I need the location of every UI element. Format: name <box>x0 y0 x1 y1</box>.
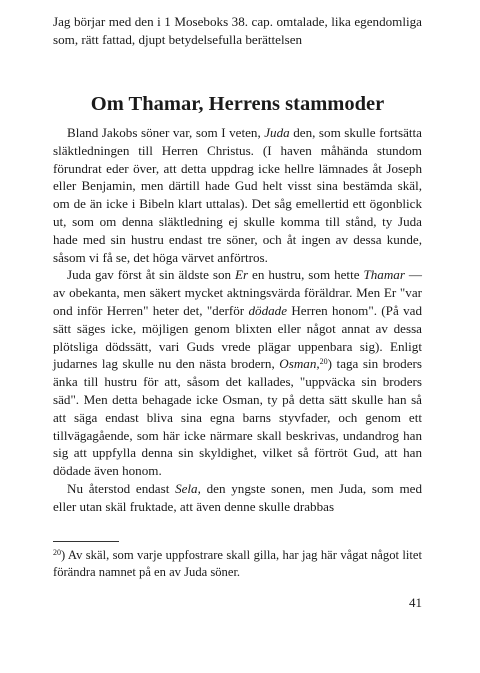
footnote-number: 20 <box>53 548 61 557</box>
footnote <box>53 547 422 581</box>
paragraph-3: Nu återstod endast Sela, den yngste sonen, men Juda, som med eller utan skäl fruktade, att även denne skulle drabbas <box>53 480 423 514</box>
paragraph-1: Bland Jakobs söner var, som I veten, Juda den, som skulle fortsätta släktledningen till Herren Christus. (I haven måhända stundom förundrat eder över, att detta uppdrag icke hellre lämnades åt Joseph eller Benjamin, men därtill hade Gud helt visst sina bestämda skäl, om de än icke i Bibeln klart uttalas). Det såg emellertid ett ögonblick ut, som om denna släktledning ej skulle komma till stånd, ty Juda hade med sin hustru endast tre söner, och åt ingen av dessa kunde, såsom vi få se, det höga värvet anförtros. <box>53 125 422 265</box>
page-number: 41 <box>409 595 422 610</box>
footnote-divider <box>53 541 119 542</box>
chapter-title: Om Thamar, Herrens stammoder <box>90 93 385 115</box>
emphasis-dodade: dödade <box>248 302 288 318</box>
name-sela: Sela, <box>175 480 201 496</box>
name-er: Er <box>235 267 249 283</box>
name-thamar: Thamar <box>363 267 405 283</box>
footnote-ref: 20 <box>319 357 328 367</box>
name-juda: Juda <box>264 125 290 140</box>
intro-paragraph: Jag börjar med den i 1 Moseboks 38. cap. omtalade, lika egendomliga som, rätt fattad, djupt betydelsefulla berättelsen <box>53 14 422 47</box>
name-osman: Osman, <box>279 356 320 372</box>
footnote-text: ) Av skäl, som varje uppfostrare skall gilla, har jag här vågat något litet förändra namnet på en av Juda söner. <box>53 548 422 579</box>
paragraph-2: Juda gav först åt sin äldste son Er en hustru, som hette Thamar — av obekanta, men säkert mycket aktningsvärda föräldrar. Men Er "var ond inför Herren" heter det, "derför dödade Herren honom". (På vad sätt säges icke, möjligen genom blixten eller något annat av dessa plötsliga dödssätt, vari Guds vrede plägar uppenbara sig). Enligt judarnes lag skulle nu den nästa brodern, Osman,$^{20}$) taga sin broders änka till hustru för att, såsom det kallades, "uppväcka sin broders säd". Men detta behagade icke Osman, ty på detta sätt skulle han så att säga endast bliva sina egna barns styvfader, och genom ett tillvägagående, som här icke närmare skall beskrivas, undandrog han sig att uppfylla denna sin skyldighet, vilket så förtröt Gud, att han dödade även honom. <box>53 267 422 479</box>
chapter-body <box>53 124 422 516</box>
